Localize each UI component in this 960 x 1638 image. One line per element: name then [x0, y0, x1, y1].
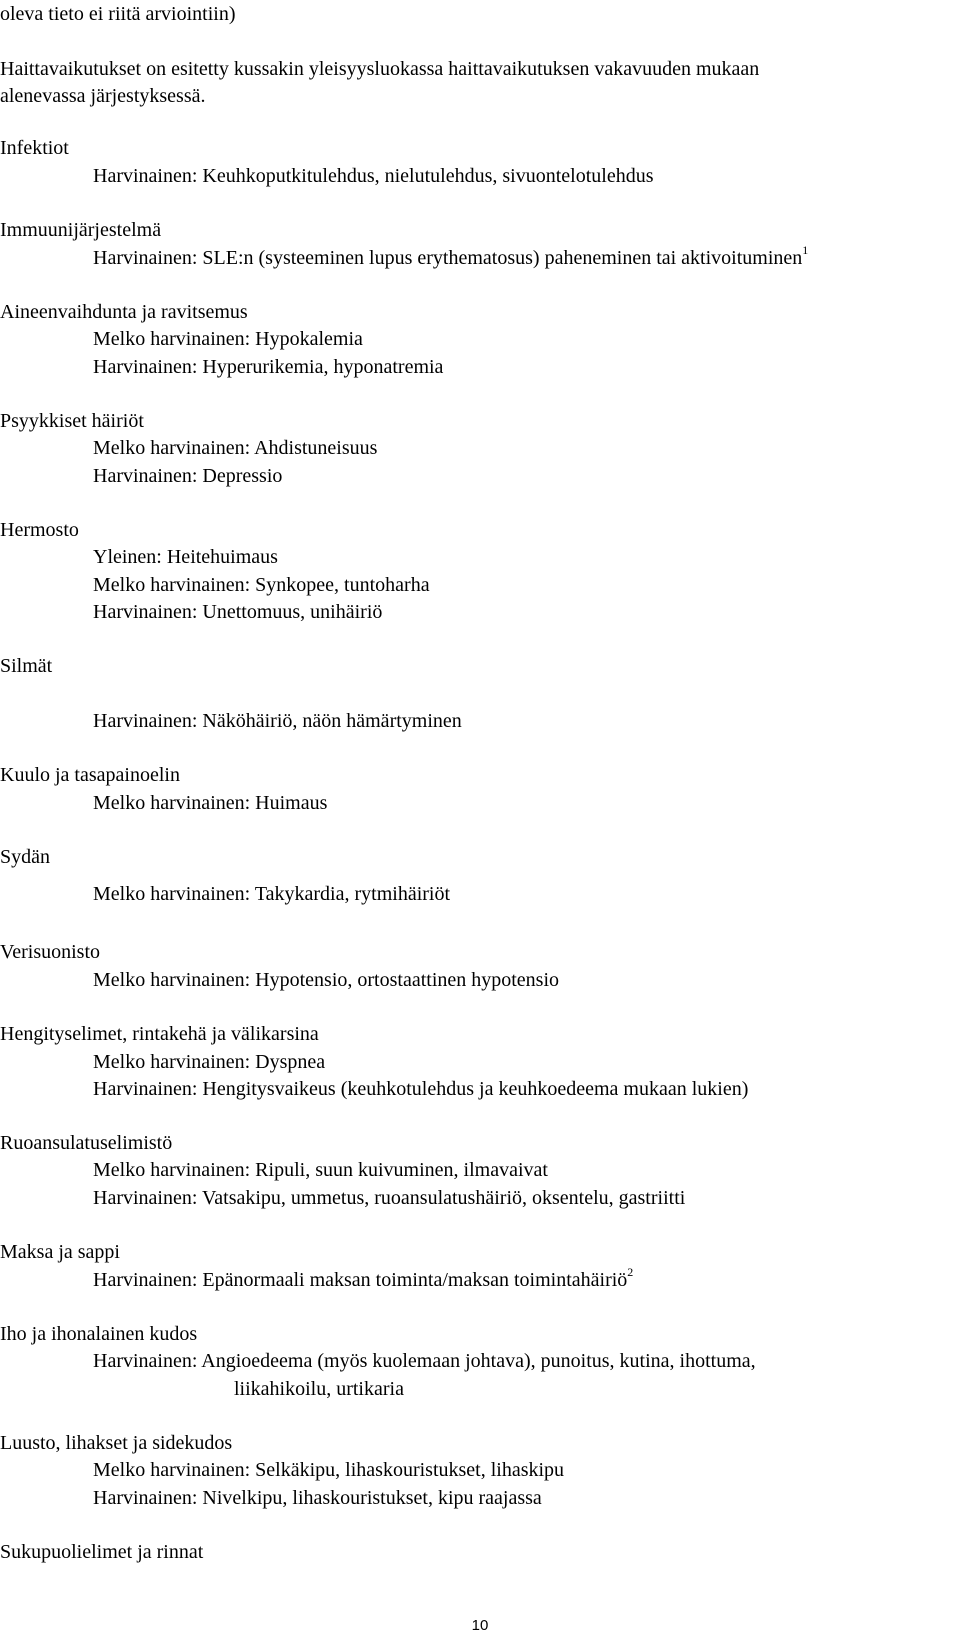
entry-maksa-1-text: Harvinainen: Epänormaali maksan toiminta/maksan toimintahäiriö — [93, 1269, 628, 1291]
entry-immuuni-1 — [93, 243, 809, 270]
entry-hermosto-1: Yleinen: Heitehuimaus — [93, 546, 278, 568]
section-heading-luusto: Luusto, lihakset ja sidekudos — [0, 1432, 233, 1454]
entry-ruoansulatus-1: Melko harvinainen: Ripuli, suun kuivuminen, ilmavaivat — [93, 1159, 548, 1181]
section-heading-psyykkiset: Psyykkiset häiriöt — [0, 410, 144, 432]
entry-hermosto-3: Harvinainen: Unettomuus, unihäiriö — [93, 601, 383, 623]
entry-luusto-2: Harvinainen: Nivelkipu, lihaskouristukset, kipu raajassa — [93, 1487, 542, 1509]
entry-sydan-1: Melko harvinainen: Takykardia, rytmihäiriöt — [93, 883, 451, 905]
section-heading-sydan: Sydän — [0, 846, 50, 868]
entry-hermosto-2: Melko harvinainen: Synkopee, tuntoharha — [93, 574, 430, 596]
entry-immuuni-1-text: Harvinainen: SLE:n (systeeminen lupus erythematosus) paheneminen tai aktivoituminen — [93, 247, 803, 269]
entry-verisuonisto-1: Melko harvinainen: Hypotensio, ortostaattinen hypotensio — [93, 969, 560, 991]
intro-continuation-line: oleva tieto ei riitä arviointiin) — [0, 3, 236, 25]
section-heading-immuuni: Immuunijärjestelmä — [0, 219, 162, 241]
section-heading-aineenvaihdunta: Aineenvaihdunta ja ravitsemus — [0, 301, 248, 323]
entry-ruoansulatus-2: Harvinainen: Vatsakipu, ummetus, ruoansulatushäiriö, oksentelu, gastriitti — [93, 1187, 686, 1209]
entry-psyykkiset-1: Melko harvinainen: Ahdistuneisuus — [93, 437, 378, 459]
section-heading-ruoansulatus: Ruoansulatuselimistö — [0, 1132, 173, 1154]
entry-aineenvaihdunta-2: Harvinainen: Hyperurikemia, hyponatremia — [93, 356, 444, 378]
section-heading-kuulo: Kuulo ja tasapainoelin — [0, 764, 180, 786]
entry-hengitys-2: Harvinainen: Hengitysvaikeus (keuhkotulehdus ja keuhkoedeema mukaan lukien) — [93, 1078, 749, 1100]
section-heading-hermosto: Hermosto — [0, 519, 79, 541]
entry-hengitys-1: Melko harvinainen: Dyspnea — [93, 1051, 326, 1073]
entry-silmat-1: Harvinainen: Näköhäiriö, näön hämärtyminen — [93, 710, 462, 732]
intro-paragraph-line-2: alenevassa järjestyksessä. — [0, 85, 206, 107]
entry-maksa-1 — [93, 1265, 634, 1292]
section-heading-hengitys: Hengityselimet, rintakehä ja välikarsina — [0, 1023, 319, 1045]
section-heading-iho: Iho ja ihonalainen kudos — [0, 1323, 198, 1345]
entry-kuulo-1: Melko harvinainen: Huimaus — [93, 792, 328, 814]
intro-paragraph-line-1: Haittavaikutukset on esitetty kussakin yleisyysluokassa haittavaikutuksen vakavuuden mukaan — [0, 58, 760, 80]
footnote-marker-1: 1 — [802, 243, 809, 258]
page-number: 10 — [471, 1617, 489, 1634]
section-heading-sukupuoli: Sukupuolielimet ja rinnat — [0, 1541, 204, 1563]
entry-infektiot-1: Harvinainen: Keuhkoputkitulehdus, nielutulehdus, sivuontelotulehdus — [93, 165, 654, 187]
entry-iho-1: Harvinainen: Angioedeema (myös kuolemaan johtava), punoitus, kutina, ihottuma, — [93, 1350, 756, 1372]
section-heading-infektiot: Infektiot — [0, 137, 69, 159]
section-heading-silmat: Silmät — [0, 655, 53, 677]
footnote-marker-2: 2 — [627, 1265, 634, 1280]
entry-aineenvaihdunta-1: Melko harvinainen: Hypokalemia — [93, 328, 363, 350]
section-heading-maksa: Maksa ja sappi — [0, 1241, 120, 1263]
entry-iho-1-continuation: liikahikoilu, urtikaria — [234, 1378, 404, 1400]
entry-luusto-1: Melko harvinainen: Selkäkipu, lihaskouristukset, lihaskipu — [93, 1459, 565, 1481]
entry-psyykkiset-2: Harvinainen: Depressio — [93, 465, 283, 487]
section-heading-verisuonisto: Verisuonisto — [0, 941, 100, 963]
